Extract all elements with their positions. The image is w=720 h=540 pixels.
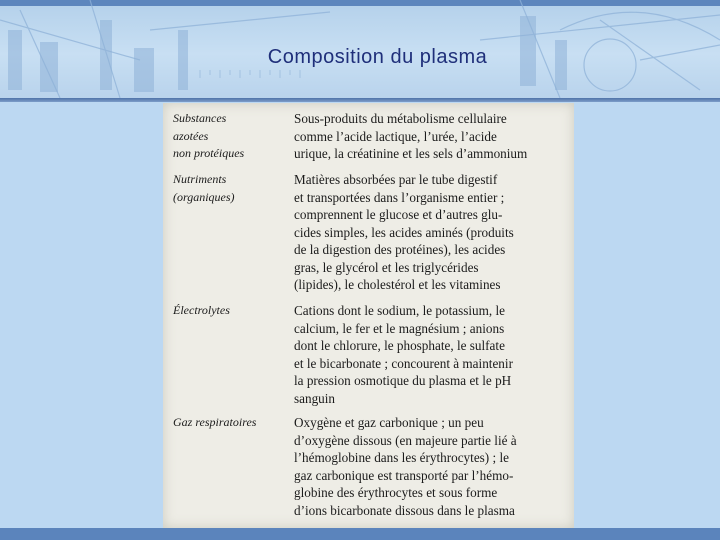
desc-line: d’oxygène dissous (en majeure partie lié à [294,432,517,448]
term-line: azotées [173,128,209,143]
desc-line: globine des érythrocytes et sous forme [294,485,498,500]
slide-title: Composition du plasma [267,46,488,68]
desc-line: comprennent le glucose et d’autres glu- [294,207,503,222]
term-line: Substances [173,111,227,125]
row-term [173,302,291,320]
row-description [294,171,564,294]
desc-line: la pression osmotique du plasma et le pH [294,373,512,388]
row-description [294,110,564,163]
term-line: (organiques) [173,189,235,204]
desc-line: Oxygène et gaz carbonique ; un peu [294,415,484,430]
desc-line: d’ions bicarbonate dissous dans le plasma [294,502,515,518]
desc-line: cides simples, les acides aminés (produits [294,224,514,240]
term-line: Gaz respiratoires [173,415,257,429]
desc-line: comme l’acide lactique, l’urée, l’acide [294,128,497,144]
desc-line: et le bicarbonate ; concourent à maintenir [294,355,513,371]
row-description [294,414,564,519]
row-term [173,110,291,163]
term-line: non protéiques [173,146,245,160]
row-term [173,171,291,206]
desc-line: et transportées dans l’organisme entier ; [294,189,505,205]
term-line: Nutriments [173,172,227,186]
desc-line: gaz carbonique est transporté par l’hémo- [294,467,514,483]
desc-line: Cations dont le sodium, le potassium, le [294,303,505,318]
desc-line: urique, la créatinine et les sels d’ammonium [294,146,528,161]
desc-line: l’hémoglobine dans les érythrocytes) ; le [294,450,509,465]
desc-line: gras, le glycérol et les triglycérides [294,259,479,275]
desc-line: calcium, le fer et le magnésium ; anions [294,320,505,336]
slide-header [0,0,720,98]
plasma-composition-table [163,103,574,528]
desc-line: Sous-produits du métabolisme cellulaire [294,111,507,126]
term-line: Électrolytes [173,303,230,317]
desc-line: de la digestion des protéines), les acides [294,242,506,257]
desc-line: Matières absorbées par le tube digestif [294,172,498,187]
desc-line: (lipides), le cholestérol et les vitamines [294,277,501,292]
row-term [173,414,291,432]
desc-line: dont le chlorure, le phosphate, le sulfate [294,338,505,353]
row-description [294,302,564,407]
desc-line: sanguin [294,390,336,406]
footer-strip [0,528,720,540]
header-divider [0,98,720,102]
